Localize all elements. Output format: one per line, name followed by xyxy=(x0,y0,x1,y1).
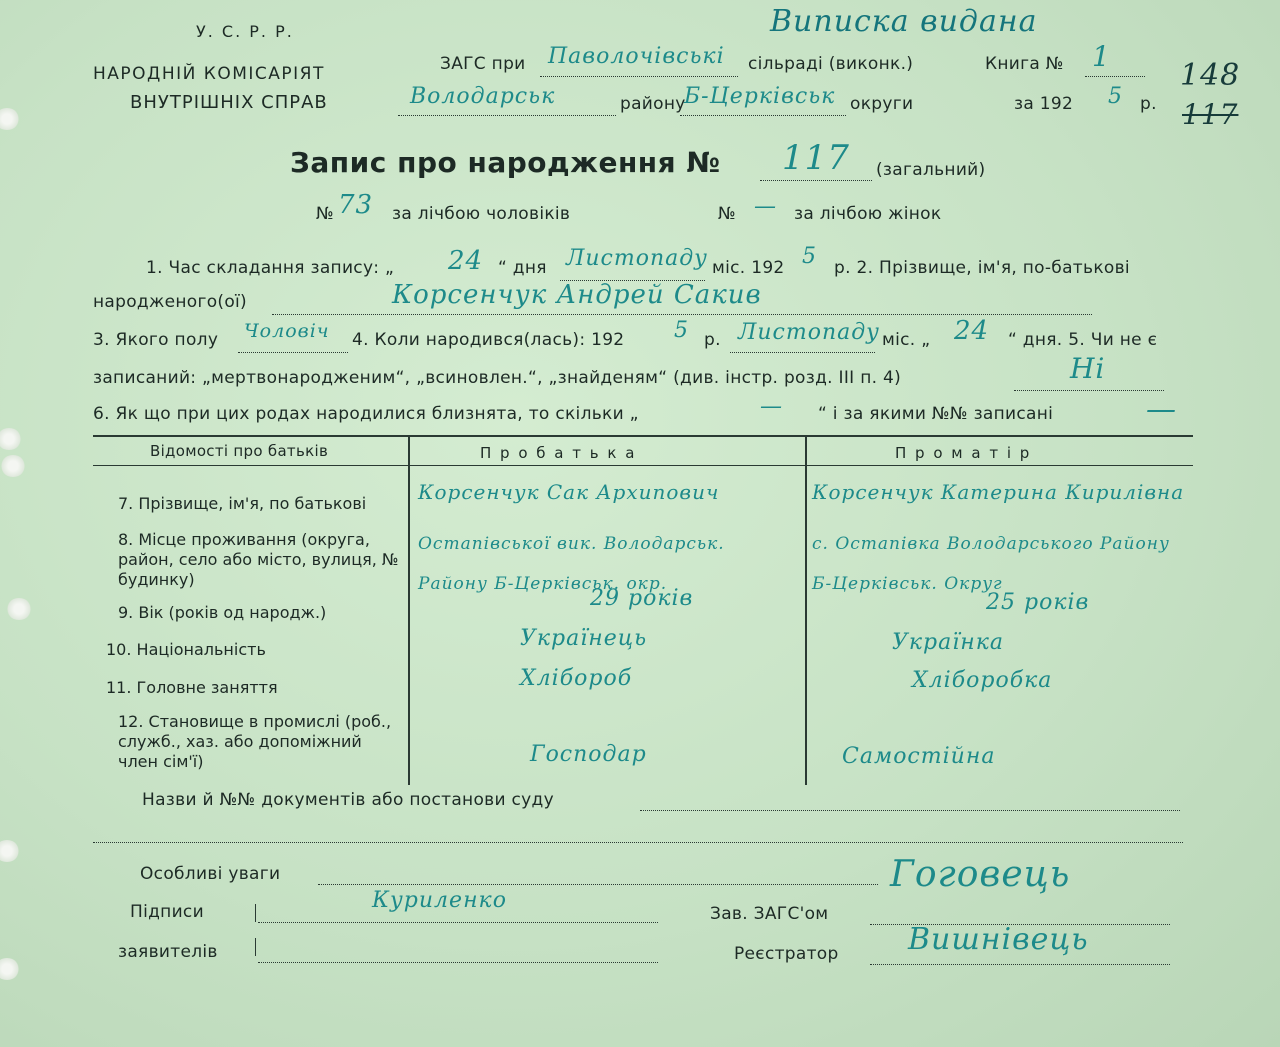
row9-label: 9. Вік (років од народж.) xyxy=(118,603,327,622)
female-count-label: за лічбою жінок xyxy=(794,204,942,224)
row7-mother-hand: Корсенчук Катерина Кирилівна xyxy=(812,480,1185,504)
row12-father-hand: Господар xyxy=(530,742,647,767)
binder-hole xyxy=(6,598,32,620)
head-zags-label: Зав. ЗАГС'ом xyxy=(710,904,829,924)
silradi-label: сільраді (виконк.) xyxy=(748,54,914,74)
row8-mother-hand: с. Остапівка Володарського Району Б-Церківськ. Округ xyxy=(812,534,1170,594)
registrar-signature-hand: Вишнівець xyxy=(908,922,1089,957)
field1-year-hand: 5 xyxy=(802,244,817,269)
table-header-mother: П р о м а т і р xyxy=(895,444,1032,462)
binder-hole xyxy=(0,958,20,980)
year-label: за 192 xyxy=(1014,94,1074,114)
row11-father-hand: Хлібороб xyxy=(520,666,633,691)
remarks-label: Особливі уваги xyxy=(140,864,281,884)
row7-label: 7. Прізвище, ім'я, по батькові xyxy=(118,494,367,513)
field6-label: 6. Як що при цих родах народилися близнята, то скільки „ xyxy=(93,404,639,424)
registrar-label: Реєстратор xyxy=(734,944,839,964)
row8-label: 8. Місце проживання (округа, район, село або місто, вулиця, № будинку) xyxy=(118,530,399,589)
commissariat-line2: ВНУТРІШНІХ СПРАВ xyxy=(130,92,328,113)
book-number-hand: 1 xyxy=(1092,40,1111,73)
male-num-prefix: № xyxy=(316,204,334,224)
field5-hand: Ні xyxy=(1070,352,1106,385)
field6-label2: “ і за якими №№ записані xyxy=(818,404,1054,424)
field1-day-label: “ дня xyxy=(498,258,547,278)
field5-label: записаний: „мертвонародженим“, „всиновлен.“, „знайденям“ (див. інстр. розд. III п. 4) xyxy=(93,368,902,388)
signatures-label: Підписи xyxy=(130,902,204,922)
year-suffix: р. xyxy=(1140,94,1157,114)
raion-label: району xyxy=(620,94,686,114)
field4-mis: міс. „ xyxy=(882,330,931,350)
row11-label: 11. Головне заняття xyxy=(106,678,278,697)
binder-hole xyxy=(0,108,20,130)
male-count-hand: 73 xyxy=(338,190,374,220)
district-hand: Володарськ xyxy=(410,84,556,109)
row8-father-hand: Остапівської вик. Володарськ. Району Б-Церківськ. окр. xyxy=(418,534,725,594)
table-header-father: П р о б а т ь к а xyxy=(480,444,637,462)
record-number-hand: 117 xyxy=(782,138,850,178)
okrug-hand: Б-Церківськ xyxy=(684,84,836,109)
applicants-label: заявителів xyxy=(118,942,218,962)
female-count-hand: — xyxy=(754,194,777,219)
female-num-prefix: № xyxy=(718,204,736,224)
row7-father-hand: Корсенчук Сак Архипович xyxy=(418,480,720,504)
field1-year-label: р. 2. Прізвище, ім'я, по-батькові xyxy=(834,258,1130,278)
row10-mother-hand: Українка xyxy=(892,630,1005,655)
okrugy-label: округи xyxy=(850,94,914,114)
field1-month-label: міс. 192 xyxy=(712,258,785,278)
commissariat-line1: НАРОДНІЙ КОМІСАРІЯТ xyxy=(93,64,325,84)
book-label: Книга № xyxy=(985,54,1064,74)
field3-sex-hand: Чоловіч xyxy=(244,320,330,342)
documents-label: Назви й №№ документів або постанови суду xyxy=(142,790,554,810)
year-hand: 5 xyxy=(1108,84,1123,109)
field4-label: 4. Коли народився(лась): 192 xyxy=(352,330,625,350)
row9-father-hand: 29 років xyxy=(590,586,694,611)
corner-number-bottom: 117 xyxy=(1182,98,1239,131)
row10-father-hand: Українець xyxy=(520,626,648,651)
row11-mother-hand: Хліборобка xyxy=(912,668,1053,693)
zags-village-hand: Паволочівські xyxy=(548,44,725,69)
field4-day-label: “ дня. 5. Чи не є xyxy=(1008,330,1158,350)
row12-mother-hand: Самостійна xyxy=(842,744,996,769)
zags-prefix: ЗАГС при xyxy=(440,54,526,74)
ussr-label: У. С. Р. Р. xyxy=(196,22,294,41)
general-label: (загальний) xyxy=(876,160,986,180)
top-handwritten-note: Виписка видана xyxy=(770,4,1038,39)
row10-label: 10. Національність xyxy=(106,640,266,659)
field4-r: р. xyxy=(704,330,721,350)
row12-label: 12. Становище в промислі (роб., служб., хаз. або допоміжний член сім'ї) xyxy=(118,712,392,771)
head-signature-hand: Гоговець xyxy=(890,854,1071,895)
field1-label: 1. Час складання запису: „ xyxy=(146,258,395,278)
field3-label: 3. Якого полу xyxy=(93,330,219,350)
table-header-parents: Відомості про батьків xyxy=(150,442,329,460)
field1-day-hand: 24 xyxy=(448,246,484,276)
binder-hole xyxy=(0,455,26,477)
field2-name-hand: Корсенчук Андрей Сакив xyxy=(392,280,762,310)
field4-month-hand: Листопаду xyxy=(738,320,880,345)
corner-number-top: 148 xyxy=(1180,58,1241,93)
field4-day-hand: 24 xyxy=(954,316,990,346)
applicant-signature-hand: Куриленко xyxy=(372,888,507,913)
record-title: Запис про народження № xyxy=(290,146,721,179)
row9-mother-hand: 25 років xyxy=(986,590,1090,615)
field1-month-hand: Листопаду xyxy=(566,246,708,271)
field6-hand2: — xyxy=(1146,392,1177,427)
male-count-label: за лічбою чоловіків xyxy=(392,204,571,224)
field4-year-hand: 5 xyxy=(674,318,689,343)
field6-hand: — xyxy=(760,394,783,419)
binder-hole xyxy=(0,428,22,450)
binder-hole xyxy=(0,840,20,862)
field2-label: народженого(ої) xyxy=(93,292,247,312)
